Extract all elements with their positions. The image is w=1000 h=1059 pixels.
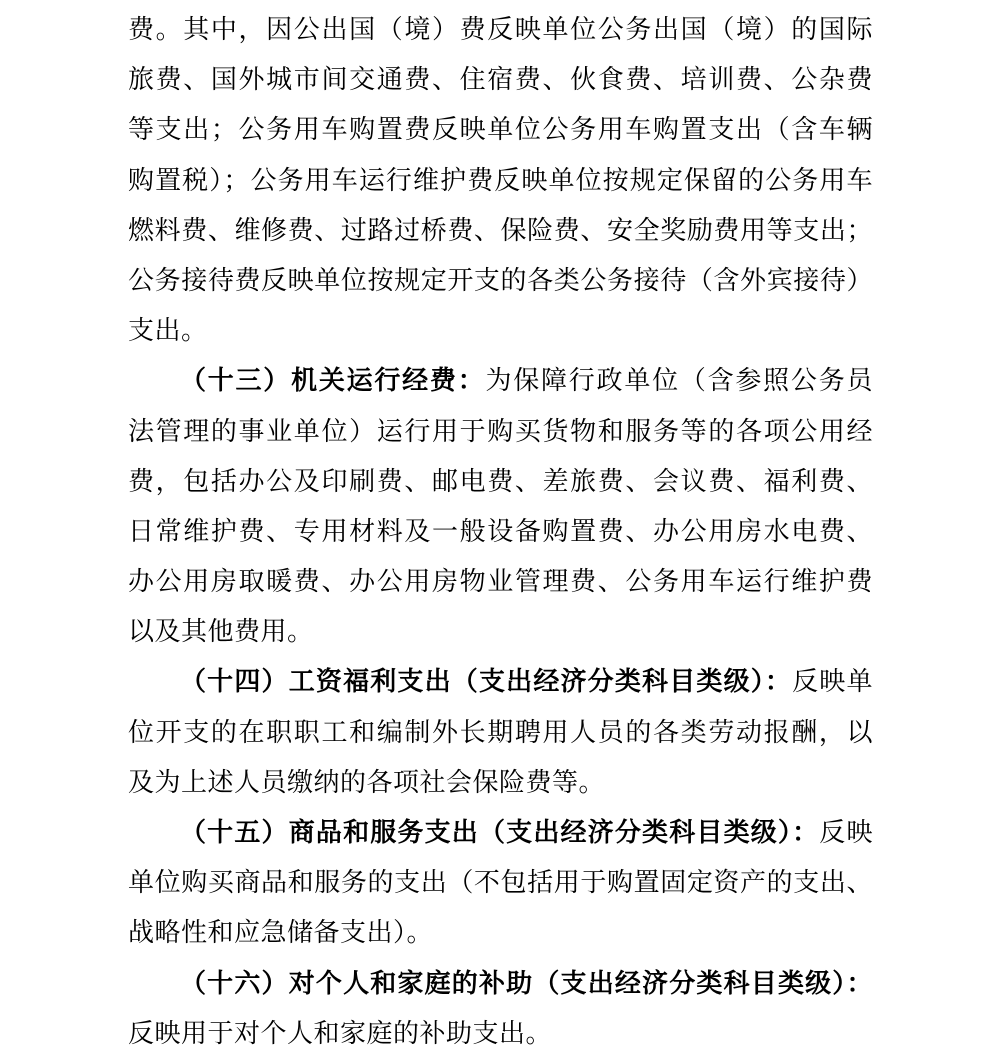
text-segment: 燃料费、维修费、过路过桥费、保险费、安全奖励费用等支出；: [128, 215, 873, 245]
text-segment: 以及其他费用。: [128, 617, 314, 647]
text-line: [128, 457, 873, 507]
text-line: [128, 356, 873, 406]
text-line: [128, 858, 873, 908]
text-segment: 反映用于对个人和家庭的补助支出。: [128, 1018, 553, 1048]
text-line: [128, 708, 873, 758]
text-line: [128, 105, 873, 155]
document-body: [128, 5, 873, 1059]
text-segment: 为保障行政单位（含参照公务员: [485, 366, 873, 396]
text-segment: 购置税）；公务用车运行维护费反映单位按规定保留的公务用车: [128, 165, 873, 195]
text-line: [128, 959, 873, 1009]
text-segment: 费。其中，因公出国（境）费反映单位公务出国（境）的国际: [128, 15, 873, 44]
text-line: [128, 256, 873, 306]
text-line: [128, 156, 873, 206]
text-segment: 办公用房取暖费、办公用房物业管理费、公务用车运行维护费: [128, 567, 873, 597]
text-segment: 及为上述人员缴纳的各项社会保险费等。: [128, 767, 606, 797]
text-line: [128, 407, 873, 457]
text-segment: 反映: [819, 818, 873, 847]
text-segment: 日常维护费、专用材料及一般设备购置费、办公用房水电费、: [128, 516, 873, 546]
text-segment: 反映单: [792, 667, 873, 697]
text-line: [128, 808, 873, 858]
text-line: [128, 607, 873, 657]
text-segment: 等支出；公务用车购置费反映单位公务用车购置支出（含车辆: [128, 115, 873, 145]
text-line: [128, 657, 873, 707]
heading-segment: （十四）工资福利支出（支出经济分类科目类级）：: [180, 667, 793, 697]
text-line: [128, 758, 873, 808]
heading-segment: （十六）对个人和家庭的补助（支出经济分类科目类级）：: [180, 968, 873, 998]
text-line: [128, 5, 873, 55]
heading-segment: （十三）机关运行经费：: [180, 366, 486, 396]
text-segment: 支出。: [128, 316, 208, 346]
text-line: [128, 557, 873, 607]
text-line: [128, 206, 873, 256]
text-segment: 单位购买商品和服务的支出（不包括用于购置固定资产的支出、: [128, 868, 873, 898]
text-segment: 战略性和应急储备支出）。: [128, 918, 434, 948]
text-segment: 位开支的在职职工和编制外长期聘用人员的各类劳动报酬，以: [128, 717, 873, 747]
text-line: [128, 306, 873, 356]
text-line: [128, 55, 873, 105]
text-line: [128, 908, 873, 958]
text-line: [128, 507, 873, 557]
text-segment: 旅费、国外城市间交通费、住宿费、伙食费、培训费、公杂费: [128, 65, 873, 95]
heading-segment: （十五）商品和服务支出（支出经济分类科目类级）：: [180, 818, 820, 847]
text-segment: 公务接待费反映单位按规定开支的各类公务接待（含外宾接待）: [128, 265, 873, 295]
text-segment: 费，包括办公及印刷费、邮电费、差旅费、会议费、福利费、: [128, 466, 873, 496]
text-line: [128, 1009, 873, 1059]
text-segment: 法管理的事业单位）运行用于购买货物和服务等的各项公用经: [128, 416, 873, 446]
